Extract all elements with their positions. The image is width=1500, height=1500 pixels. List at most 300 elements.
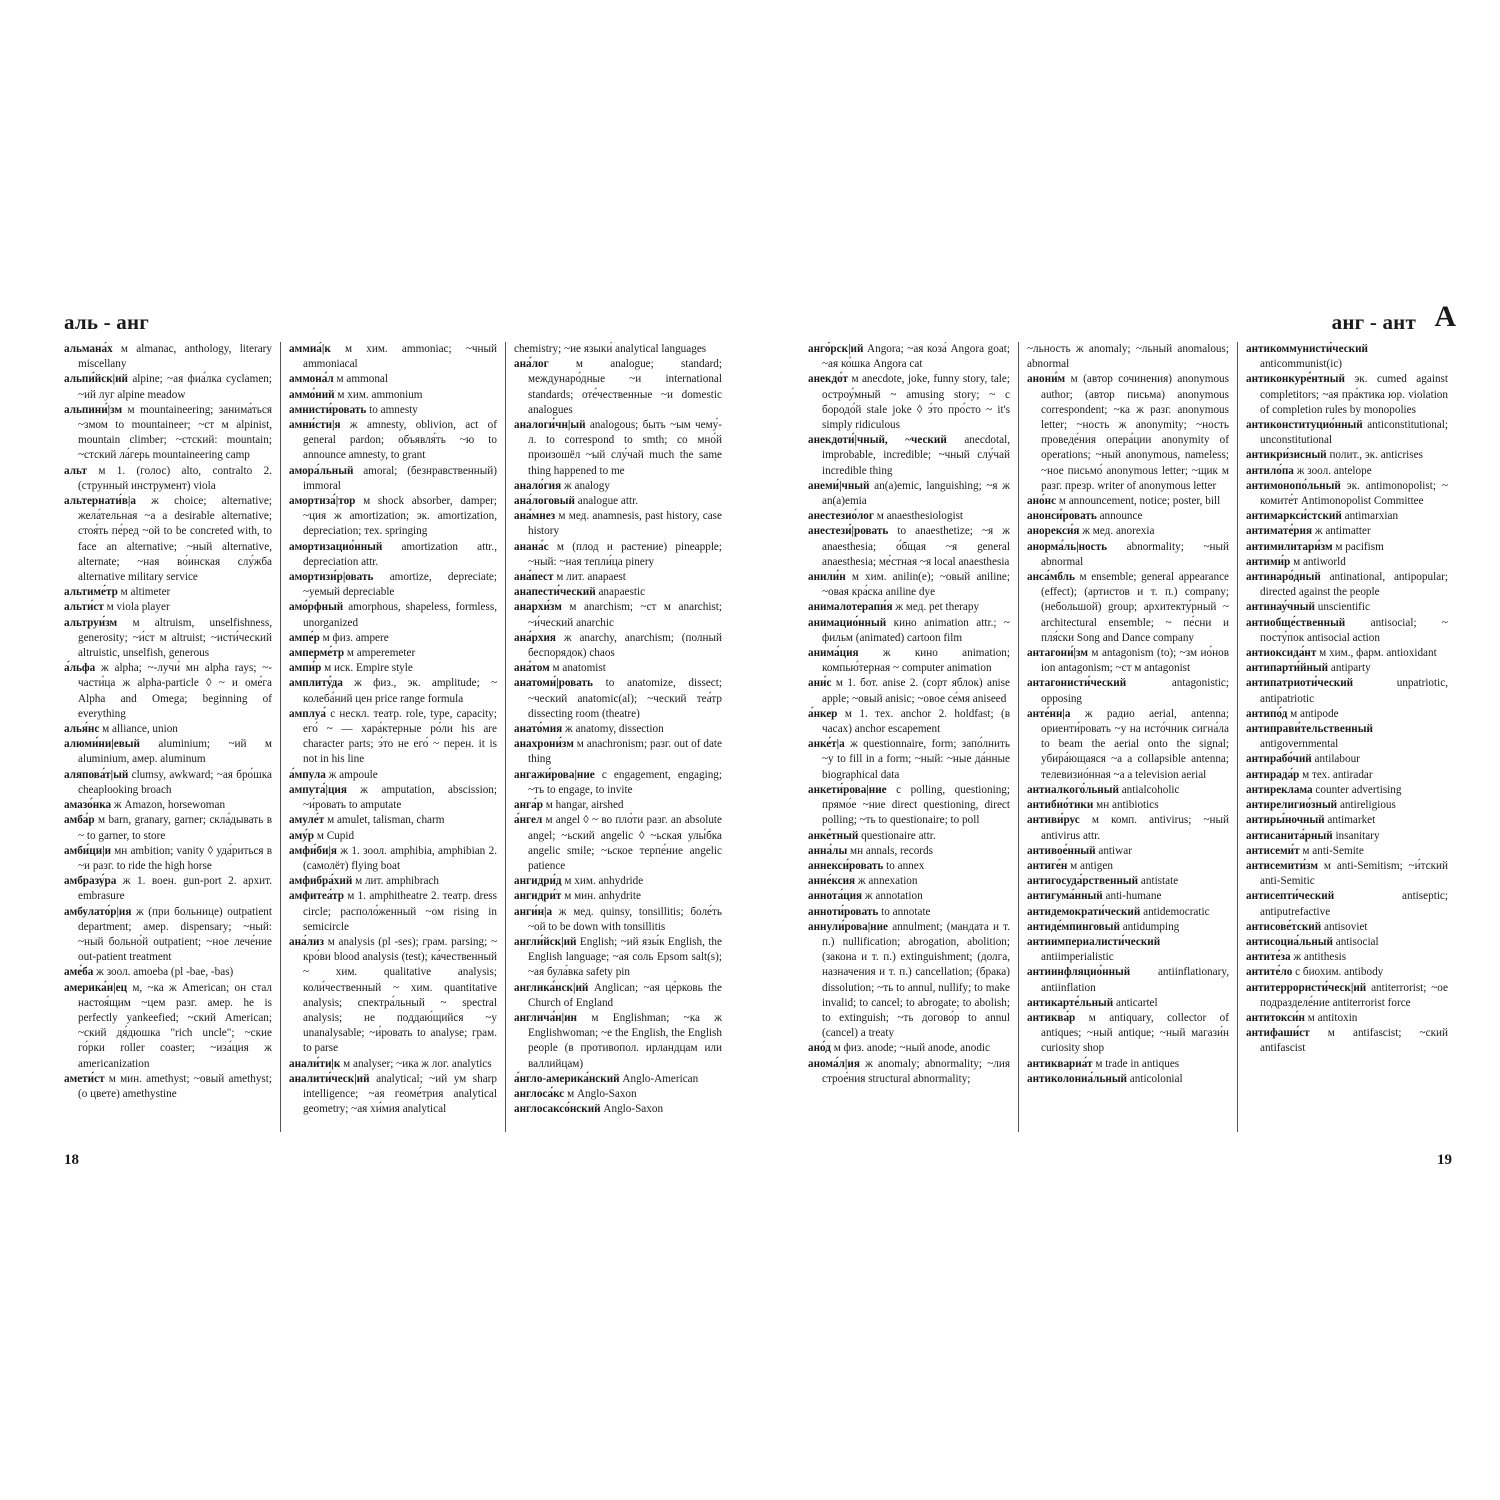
dictionary-entry xyxy=(289,494,497,540)
entry-headword: ангидри́т xyxy=(514,890,562,903)
entry-definition: ж мед. quinsy, tonsillitis; боле́ть ~ой to be down with tonsillitis xyxy=(528,905,722,933)
entry-headword: амни́сти|я xyxy=(289,419,341,432)
right-page-number: 19 xyxy=(1437,1152,1452,1168)
entry-headword: анке́т|а xyxy=(808,738,845,751)
dictionary-entry xyxy=(64,616,272,662)
dictionary-entry xyxy=(289,935,497,1057)
entry-headword: аналити́ческ|ий xyxy=(289,1072,370,1085)
entry-definition: мн ambition; vanity ◊ уда́риться в ~и разг. to ride the high horse xyxy=(78,844,272,872)
dictionary-entry xyxy=(1246,555,1448,570)
entry-headword: антисеми́т xyxy=(1246,844,1300,857)
entry-headword: антите́ло xyxy=(1246,966,1293,979)
entry-definition: м barn, granary, garner; скла́дывать в ~ to garner, to store xyxy=(78,814,272,842)
entry-headword: антиинфляцио́нный xyxy=(1027,966,1131,979)
entry-definition: м ensemble; general appearance (effect); (артистов и т. п.) company; (небольшой) group; архитекту́рный ~ architectural ensemble; ~ пе́сни и пля́ски Song and Dance company xyxy=(1041,571,1229,644)
entry-headword: анало́гия xyxy=(514,479,562,492)
entry-definition: ж annexation xyxy=(855,875,918,888)
dictionary-entry xyxy=(1027,996,1229,1011)
dictionary-entry xyxy=(64,585,272,600)
entry-headword: антивое́нный xyxy=(1027,844,1096,857)
entry-headword: амплиту́да xyxy=(289,677,343,690)
entry-definition: м antitoxin xyxy=(1304,1011,1358,1024)
dictionary-entry xyxy=(64,403,272,464)
entry-definition: antiparty xyxy=(1328,662,1371,675)
entry-headword: антиреклама xyxy=(1246,783,1313,796)
entry-definition: с биохим. antibody xyxy=(1292,966,1384,979)
entry-headword: анато́мия xyxy=(514,723,563,736)
dictionary-entry xyxy=(1027,342,1229,372)
dictionary-entry xyxy=(514,570,722,585)
dictionary-entry xyxy=(808,889,1010,904)
dictionary-entry xyxy=(64,768,272,798)
entry-headword: ана́лог xyxy=(514,358,549,371)
entry-headword: анги́н|а xyxy=(514,905,553,918)
entry-headword: англоса́кс xyxy=(514,1087,565,1100)
dictionary-entry xyxy=(64,600,272,615)
dictionary-entry xyxy=(808,570,1010,600)
entry-headword: альтиме́тр xyxy=(64,586,118,599)
entry-headword: амазо́нка xyxy=(64,799,112,812)
entry-definition: м antagonism (to); ~зм ио́нов ion antagonism; ~ст м antagonist xyxy=(1041,647,1229,675)
entry-definition: to anaesthetize; ~я ж anaesthesia; о́бщая ~я general anaesthesia; ме́стная ~я local anaesthesia xyxy=(822,525,1010,568)
dictionary-entry xyxy=(1246,707,1448,722)
dictionary-entry xyxy=(1027,920,1229,935)
dictionary-entry xyxy=(289,768,497,783)
entry-definition: ж amnesty, oblivion, act of general pardon; объявля́ть ~ю to announce amnesty, to grant xyxy=(303,419,497,462)
dictionary-entry xyxy=(808,707,1010,737)
entry-definition: ж 1. зоол. amphibia, amphibian 2. (самолёт) flying boat xyxy=(303,844,497,872)
dictionary-entry xyxy=(1027,676,1229,706)
entry-definition: analogue attr. xyxy=(574,495,639,508)
entry-definition: analogous; быть ~ым чему́-л. to correspond to smth; со мно́й произошёл ~ый слу́чай much the same thing happened to me xyxy=(528,419,722,477)
entry-headword: антимаркси́стский xyxy=(1246,510,1342,523)
entry-headword: антиконституцио́нный xyxy=(1246,419,1363,432)
dictionary-entry xyxy=(289,631,497,646)
entry-headword: анорекси́я xyxy=(1027,525,1080,538)
entry-headword: ана́пест xyxy=(514,571,554,584)
entry-headword: ангидри́д xyxy=(514,875,562,888)
entry-definition: amoral; (безнравственный) immoral xyxy=(303,464,497,492)
entry-headword: антиобще́ственный xyxy=(1246,616,1346,629)
section-letter: А xyxy=(1434,300,1456,333)
entry-definition: ж anatomy, dissection xyxy=(562,723,664,736)
entry-headword: антиправи́тельственный xyxy=(1246,723,1373,736)
dictionary-entry xyxy=(514,722,722,737)
dictionary-entry xyxy=(289,676,497,706)
dictionary-entry xyxy=(1027,524,1229,539)
entry-headword: антиконкуре́нтный xyxy=(1246,373,1345,386)
entry-headword: аммиа́|к xyxy=(289,343,331,355)
entry-definition: с нескл. театр. role, type, capacity; его́ ~ — хара́ктерные ро́ли his are character parts; э́то не его́ ~ перен. it is not in his line xyxy=(303,707,497,766)
dictionary-entry xyxy=(1246,889,1448,919)
entry-definition: antimarket xyxy=(1324,814,1376,827)
entry-definition: antidemocratic xyxy=(1140,905,1210,918)
entry-headword: аннули́рова|ние xyxy=(808,920,889,933)
dictionary-entry xyxy=(1246,783,1448,798)
dictionary-entry xyxy=(289,600,497,630)
entry-definition: м mountaineering; занима́ться ~змом to mountaineer; ~ст м alpinist, mountain climber; ~стский: mountain; ~стский ла́герь mountaineering camp xyxy=(78,403,272,462)
entry-definition: м analogue; standard; междунаро́дные ~и international standards; оте́чественные ~и domestic analogues xyxy=(528,358,722,416)
entry-headword: альмана́х xyxy=(64,343,113,355)
entry-headword: антагонисти́ческий xyxy=(1027,677,1127,690)
entry-headword: а́нгло-америка́нский xyxy=(514,1072,620,1085)
dictionary-entry xyxy=(289,372,497,387)
entry-headword: анекдоти́|чный, ~ческий xyxy=(808,434,947,447)
entry-headword: антиимпериалисти́ческий xyxy=(1027,935,1161,948)
dictionary-entry xyxy=(1027,570,1229,646)
entry-definition: м anachronism; разг. out of date thing xyxy=(528,738,722,766)
dictionary-entry xyxy=(808,600,1010,615)
dictionary-entry xyxy=(514,1087,722,1102)
entry-definition: м Anglo-Saxon xyxy=(564,1087,637,1100)
entry-headword: антиоксида́нт xyxy=(1246,647,1317,660)
entry-headword: анархи́зм xyxy=(514,601,562,614)
entry-headword: анна́лы xyxy=(808,844,848,857)
entry-headword: анили́н xyxy=(808,571,846,584)
dictionary-entry xyxy=(514,600,722,630)
entry-definition: Anglo-American xyxy=(619,1072,699,1085)
entry-headword: аннота́ция xyxy=(808,890,863,903)
entry-definition: м announcement, notice; poster, bill xyxy=(1056,495,1221,508)
entry-definition: anticolonial xyxy=(1127,1072,1183,1085)
entry-headword: анне́ксия xyxy=(808,875,856,888)
entry-definition: aluminium; ~ий м aluminium, амер. aluminum xyxy=(78,738,272,766)
dictionary-entry xyxy=(1027,783,1229,798)
entry-definition: м хим. ammoniac; ~чный ammoniacal xyxy=(303,343,497,371)
entry-headword: ампе́р xyxy=(289,631,320,644)
entry-headword: анапести́ческий xyxy=(514,586,596,599)
entry-definition: ж ampoule xyxy=(325,768,378,781)
dictionary-entry xyxy=(514,357,722,418)
entry-definition: questionaire attr. xyxy=(858,829,936,842)
entry-definition: ж (при больнице) outpatient department; амер. dispensary; ~ный: ~ный больно́й outpatient; ~ное лече́ние out-patient treatment xyxy=(78,905,272,964)
entry-headword: анестези́|ровать xyxy=(808,525,889,538)
dictionary-entry xyxy=(514,798,722,813)
entry-headword: а́мпула xyxy=(289,768,326,781)
entry-definition: amortize, depreciate; ~уемый depreciable xyxy=(303,571,497,599)
dictionary-entry xyxy=(289,540,497,570)
dictionary-entry xyxy=(289,783,497,813)
entry-definition: ж alpha; ~-лучи́ мн alpha rays; ~-части́ца ж alpha-particle ◊ ~ и оме́га Alpha and Omega; beginning of everything xyxy=(78,662,272,720)
entry-headword: антиры́ночный xyxy=(1246,814,1325,827)
dictionary-entry xyxy=(1246,844,1448,859)
dictionary-entry xyxy=(808,372,1010,433)
entry-headword: антисоциа́льный xyxy=(1246,935,1333,948)
entry-headword: антикарте́льный xyxy=(1027,996,1114,1009)
entry-headword: антимилитари́зм xyxy=(1246,540,1333,553)
entry-headword: амфибра́хий xyxy=(289,875,353,888)
dictionary-entry xyxy=(514,631,722,661)
entry-definition: м Englishman; ~ка ж Englishwoman; ~е the English, the English people (в противопол. ирландцам или валлийцам) xyxy=(528,1011,722,1070)
entry-definition: м хим., фарм. antioxidant xyxy=(1316,647,1437,660)
entry-headword: ана́логовый xyxy=(514,495,575,508)
dictionary-entry xyxy=(514,737,722,767)
dictionary-entry xyxy=(289,707,497,768)
dictionary-entry xyxy=(514,509,722,539)
dictionary-entry xyxy=(1027,1072,1229,1087)
entry-headword: аммона́л xyxy=(289,373,334,386)
dictionary-entry xyxy=(1246,950,1448,965)
entry-headword: аммо́ний xyxy=(289,388,335,401)
entry-definition: эк. cumed against completitors; ~ая пра́ктика юр. violation of completion rules by monopolies xyxy=(1260,373,1448,416)
entry-headword: амбразу́ра xyxy=(64,875,117,888)
entry-definition: anticonstitutional; unconstitutional xyxy=(1260,419,1448,447)
entry-definition: м antifascist; ~ский antifascist xyxy=(1260,1027,1448,1055)
entry-definition: м хим. anilin(e); ~овый aniline; ~овая кра́ска aniline dye xyxy=(822,571,1010,599)
entry-headword: ана́мнез xyxy=(514,510,556,523)
entry-definition: annulment; (мандата и т. п.) nullification; abrogation, abolition; (закона и т. п.) extinguishment; (долга, назначения и т. п.) cancellation; (брака) dissolution; ~ть to annul, nullify; to make invalid; to cancel; to abrogate; to abolish; to extinguish; ~ть догово́р to annul (cancel) a treaty xyxy=(822,920,1010,1040)
entry-headword: амперме́тр xyxy=(289,647,345,660)
entry-headword: антинау́чный xyxy=(1246,601,1315,614)
dictionary-entry xyxy=(289,646,497,661)
entry-definition: м мин. amethyst; ~овый amethyst; (о цвете) amethystine xyxy=(78,1072,272,1100)
entry-headword: антирелигио́зный xyxy=(1246,799,1338,812)
dictionary-entry xyxy=(1027,372,1229,494)
entry-definition: ж Amazon, horsewoman xyxy=(111,799,226,812)
entry-headword: англи́йск|ий xyxy=(514,935,577,948)
entry-headword: англича́н|ин xyxy=(514,1011,577,1024)
entry-definition: м antiworld xyxy=(1290,555,1346,568)
entry-definition: м anti-Semite xyxy=(1299,844,1364,857)
entry-definition: ж 1. воен. gun-port 2. архит. embrasure xyxy=(78,875,272,903)
dictionary-entry xyxy=(1027,889,1229,904)
dictionary-entry xyxy=(64,372,272,402)
dictionary-entry xyxy=(1246,676,1448,706)
entry-definition: м altimeter xyxy=(117,586,171,599)
dictionary-entry xyxy=(808,676,1010,706)
dictionary-entry xyxy=(514,1102,722,1117)
entry-definition: to annotate xyxy=(878,905,931,918)
dictionary-entry xyxy=(514,905,722,935)
dictionary-entry xyxy=(1027,707,1229,783)
entry-headword: анана́с xyxy=(514,540,549,553)
entry-definition: м angel ◊ ~ во пло́ти разг. an absolute angel; ~ьский angelic ◊ ~ьская улы́бка angelic smile; ~ьское терпе́ние angelic patience xyxy=(528,814,722,872)
entry-definition: м ammonal xyxy=(333,373,389,386)
entry-definition: unpatriotic, antipatriotic xyxy=(1260,677,1448,705)
right-column-3 xyxy=(1237,342,1456,1132)
entry-headword: аляпова́т|ый xyxy=(64,768,129,781)
entry-definition: chemistry; ~ие языки́ analytical languages xyxy=(514,343,707,355)
entry-definition: antiimperialistic xyxy=(1041,951,1114,964)
entry-definition: ж anomaly; abnormality; ~лия строе́ния structural abnormality; xyxy=(822,1057,1010,1085)
dictionary-entry xyxy=(64,342,272,372)
entry-definition: м amulet, talisman, charm xyxy=(324,814,445,827)
dictionary-entry xyxy=(1027,935,1229,965)
entry-headword: анахрони́зм xyxy=(514,738,574,751)
entry-definition: antagonistic; opposing xyxy=(1041,677,1229,705)
entry-definition: с engagement, engaging; ~ть to engage, to invite xyxy=(528,768,722,796)
dictionary-entry xyxy=(1027,813,1229,843)
entry-headword: анго́рск|ий xyxy=(808,343,864,355)
entry-definition: ж физ., эк. amplitude; ~ колеба́ний цен price range formula xyxy=(303,677,497,705)
entry-definition: м 1. бот. anise 2. (сорт яблок) anise apple; ~овый anisic; ~овое се́мя aniseed xyxy=(822,677,1010,705)
entry-definition: м мед. anamnesis, past history, case history xyxy=(528,510,722,538)
dictionary-entry xyxy=(1246,935,1448,950)
dictionary-entry xyxy=(1246,813,1448,828)
dictionary-entry xyxy=(1246,600,1448,615)
entry-headword: антиква́р xyxy=(1027,1011,1076,1024)
entry-definition: an(a)emic, languishing; ~я ж an(a)emia xyxy=(822,479,1010,508)
dictionary-entry xyxy=(289,570,497,600)
entry-definition: antiinflationary, antiinflation xyxy=(1041,966,1229,994)
left-column-3 xyxy=(505,342,730,1132)
entry-headword: альпи́йск|ий xyxy=(64,373,128,386)
entry-headword: антагони́|зм xyxy=(1027,647,1088,660)
entry-headword: антимате́рия xyxy=(1246,525,1313,538)
entry-headword: аналоги́чн|ый xyxy=(514,419,586,432)
dictionary-entry xyxy=(514,1072,722,1087)
entry-headword: анимацио́нный xyxy=(808,616,887,629)
dictionary-entry xyxy=(64,661,272,722)
dictionary-entry xyxy=(289,1057,497,1072)
entry-definition: ж amputation, abscission; ~и́ровать to amputate xyxy=(303,783,497,812)
dictionary-entry xyxy=(1246,981,1448,1011)
entry-definition: м лит. amphibrach xyxy=(352,875,439,888)
entry-definition: м antigen xyxy=(1067,859,1113,872)
entry-headword: алюми́ни|евый xyxy=(64,738,140,751)
dictionary-entry xyxy=(808,829,1010,844)
entry-headword: антимонопо́льный xyxy=(1246,479,1341,492)
dictionary-entry xyxy=(289,829,497,844)
entry-definition: ж anarchy, anarchism; (полный беспорядок) chaos xyxy=(528,631,722,660)
entry-headword: антигосуда́рственный xyxy=(1027,875,1139,888)
dictionary-entry xyxy=(1246,479,1448,509)
dictionary-entry xyxy=(1246,616,1448,646)
entry-definition: antiterrorist; ~ое подразделе́ние antiterrorist force xyxy=(1260,981,1448,1009)
entry-definition: antigovernmental xyxy=(1260,738,1339,751)
dictionary-entry xyxy=(1246,965,1448,980)
dictionary-entry xyxy=(1027,646,1229,676)
dictionary-entry xyxy=(514,540,722,570)
entry-definition: м altruism, unselfishness, generosity; ~и́ст м altruist; ~исти́ческий altruistic, unselfish, generous xyxy=(78,616,272,660)
entry-headword: амба́р xyxy=(64,814,95,827)
dictionary-entry xyxy=(289,1072,497,1118)
dictionary-entry xyxy=(808,646,1010,676)
entry-headword: амнисти́ровать xyxy=(289,403,367,416)
dictionary-entry xyxy=(1246,372,1448,418)
entry-headword: антигума́нный xyxy=(1027,890,1103,903)
dictionary-entry xyxy=(808,844,1010,859)
entry-headword: антидемократи́ческий xyxy=(1027,905,1141,918)
dictionary-entry xyxy=(64,981,272,1072)
entry-definition: м hangar, airshed xyxy=(542,799,624,812)
dictionary-entry xyxy=(1027,1011,1229,1057)
entry-definition: м alliance, union xyxy=(99,723,178,736)
entry-headword: антите́за xyxy=(1246,951,1291,964)
entry-definition: с polling, questioning; прямо́е ~ние direct questioning, direct polling; ~ть to questionaire; to poll xyxy=(822,783,1010,827)
entry-definition: Angora; ~ая коза́ Angora goat; ~ая ко́шка Angora cat xyxy=(822,343,1010,371)
entry-headword: анекдо́т xyxy=(808,373,849,386)
entry-headword: антисове́тский xyxy=(1246,920,1322,933)
dictionary-entry xyxy=(64,874,272,904)
entry-definition: antimarxian xyxy=(1341,510,1399,523)
entry-headword: антинаро́дный xyxy=(1246,571,1321,584)
entry-definition: ж мед. pet therapy xyxy=(892,601,980,614)
entry-definition: antisoviet xyxy=(1321,920,1368,933)
left-running-head: аль - анг xyxy=(64,310,150,334)
entry-headword: антисепти́ческий xyxy=(1246,890,1335,903)
dictionary-entry xyxy=(289,889,497,935)
entry-definition: Anglican; ~ая це́рковь the Church of England xyxy=(528,981,722,1009)
entry-definition: м anaesthesiologist xyxy=(873,510,964,523)
dictionary-entry xyxy=(289,403,497,418)
entry-headword: амора́льный xyxy=(289,464,354,477)
dictionary-entry xyxy=(64,464,272,494)
entry-definition: мн antibiotics xyxy=(1093,799,1159,812)
dictionary-entry xyxy=(1027,509,1229,524)
entry-definition: м (плод и растение) pineapple; ~ный: ~ная тепли́ца pinery xyxy=(528,540,722,568)
dictionary-entry xyxy=(1246,418,1448,448)
dictionary-entry xyxy=(289,813,497,828)
entry-headword: антиквариа́т xyxy=(1027,1057,1093,1070)
dictionary-entry xyxy=(289,464,497,494)
entry-headword: альтернати́в|а xyxy=(64,495,136,508)
entry-headword: анестезио́лог xyxy=(808,510,874,523)
dictionary-entry xyxy=(64,722,272,737)
entry-definition: м anti-Semitism; ~и́тский anti-Semitic xyxy=(1260,859,1448,888)
dictionary-entry xyxy=(1027,965,1229,995)
entry-definition: anticommunist(ic) xyxy=(1260,358,1343,371)
entry-headword: анкети́рова|ние xyxy=(808,783,887,796)
entry-headword: антикри́зисный xyxy=(1246,449,1327,462)
entry-headword: а́льфа xyxy=(64,662,96,675)
entry-headword: ана́том xyxy=(514,662,550,675)
entry-definition: м иск. Empire style xyxy=(321,662,413,675)
entry-definition: полит., эк. anticrises xyxy=(1326,449,1423,462)
entry-definition: ж antithesis xyxy=(1290,951,1347,964)
dictionary-entry xyxy=(64,1072,272,1102)
dictionary-entry xyxy=(808,524,1010,570)
entry-headword: амортизацио́нный xyxy=(289,540,383,553)
entry-headword: аму́р xyxy=(289,829,315,842)
entry-definition: м, ~ка ж American; он стал настоя́щим ~цем разг. амер. he is perfectly yankeefied; ~ский American; ~ский дя́дюшка "rich uncle"; ~ские го́рки roller coaster; ~иза́ция ж americanization xyxy=(78,981,272,1070)
entry-headword: анималотерапи́я xyxy=(808,601,893,614)
entry-headword: антисемити́зм xyxy=(1246,859,1319,872)
dictionary-entry xyxy=(1246,464,1448,479)
entry-definition: м anarchism; ~ст м anarchist; ~и́ческий anarchic xyxy=(528,601,722,629)
dictionary-entry xyxy=(1246,661,1448,676)
dictionary-entry xyxy=(808,737,1010,783)
dictionary-entry xyxy=(514,676,722,722)
entry-definition: м shock absorber, damper; ~ция ж amortization; эк. amortization, depreciation; тех. springing xyxy=(303,495,497,538)
dictionary-entry xyxy=(1246,1011,1448,1026)
dictionary-entry xyxy=(64,494,272,585)
entry-definition: analytical; ~ий ум sharp intelligence; ~ая геоме́трия analytical geometry; ~ая хи́мия analytical xyxy=(303,1072,497,1116)
entry-headword: анорма́ль|ность xyxy=(1027,540,1107,553)
right-column-2 xyxy=(1018,342,1237,1132)
entry-headword: альт xyxy=(64,464,87,477)
entry-headword: антибио́тики xyxy=(1027,799,1094,812)
dictionary-entry xyxy=(289,661,497,676)
dictionary-entry xyxy=(1027,844,1229,859)
dictionary-entry xyxy=(808,859,1010,874)
dictionary-entry xyxy=(1246,920,1448,935)
entry-definition: ж questionnaire, form; запо́лнить ~у to fill in a form; ~ный: ~ные да́нные biographical data xyxy=(822,738,1010,781)
left-page-number: 18 xyxy=(64,1152,79,1168)
entry-headword: амплуа́ xyxy=(289,707,326,720)
entry-definition: clumsy, awkward; ~ая бро́шка cheaplooking broach xyxy=(78,768,272,796)
right-column-1 xyxy=(808,342,1018,1132)
entry-definition: м viola player xyxy=(103,601,170,614)
entry-definition: Anglo-Saxon xyxy=(600,1103,664,1116)
entry-definition: м 1. amphitheatre 2. театр. dress circle; располо́женный ~ом rising in semicircle xyxy=(303,890,497,933)
entry-headword: альпини́|зм xyxy=(64,403,123,416)
entry-definition: м amperemeter xyxy=(344,647,416,660)
entry-headword: ана́рхия xyxy=(514,631,556,644)
dictionary-entry xyxy=(1027,874,1229,889)
entry-definition: antilabour xyxy=(1311,753,1360,766)
entry-definition: ж кино animation; компью́терная ~ computer animation xyxy=(822,647,1010,675)
